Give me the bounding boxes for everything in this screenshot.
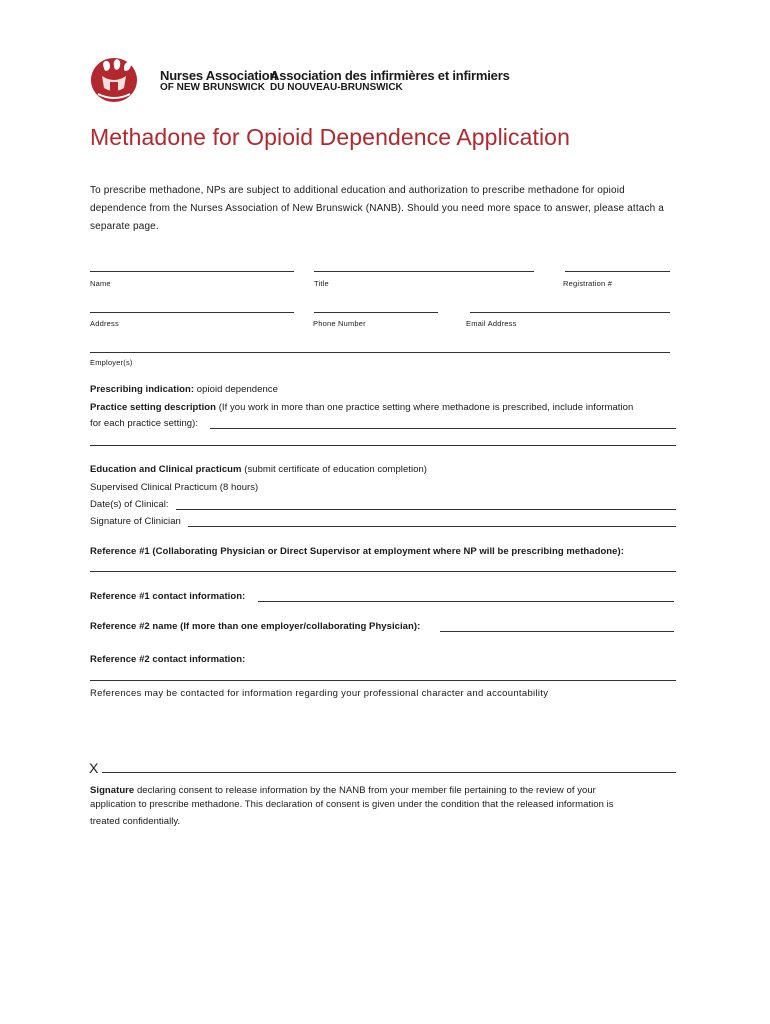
reference1-contact-label <box>90 591 245 602</box>
nanb-logo-icon <box>90 54 152 104</box>
name-label: Name <box>90 279 111 288</box>
references-note: References may be contacted for information regarding your professional character and accountability <box>90 688 549 699</box>
clinician-signature-label: Signature of Clinician <box>90 516 181 527</box>
reference1-contact-input-line[interactable] <box>258 601 674 602</box>
reference2-text: Reference #2 name (If more than one employer/collaborating Physician): <box>90 621 421 632</box>
org-name-en: Nurses Association <box>160 68 278 83</box>
address-label: Address <box>90 319 119 328</box>
signature-text3: treated confidentially. <box>90 816 181 827</box>
prescribing-value: opioid dependence <box>196 384 278 395</box>
registration-input-line[interactable] <box>565 271 670 272</box>
signature-label: Signature <box>90 785 135 796</box>
email-input-line[interactable] <box>470 312 670 313</box>
org-name-fr: Association des infirmières et infirmiers <box>270 68 510 83</box>
employers-input-line[interactable] <box>90 352 670 353</box>
reference1-contact-text: Reference #1 contact information: <box>90 591 246 602</box>
reference2-contact-text: Reference #2 contact information: <box>90 654 246 665</box>
title-input-line[interactable] <box>314 271 534 272</box>
practice-setting-line1 <box>90 402 680 413</box>
page-title: Methadone for Opioid Dependence Application <box>90 124 570 150</box>
signature-text1: declaring consent to release information by the NANB from your member file pertaining to the review of your <box>136 785 596 796</box>
dates-of-clinical-input-line[interactable] <box>176 509 676 510</box>
practice-input-line-2[interactable] <box>90 445 676 446</box>
reference1-input-line[interactable] <box>90 571 676 572</box>
reference2-contact-input-line[interactable] <box>90 680 676 681</box>
reference1-text: Reference #1 (Collaborating Physician or Direct Supervisor at employment where NP will be prescribing methadone): <box>90 546 624 557</box>
title-label: Title <box>314 279 329 288</box>
email-label: Email Address <box>466 319 517 328</box>
org-name-en-sub: OF NEW BRUNSWICK <box>160 82 265 93</box>
signature-x-mark: X <box>89 760 99 776</box>
signature-text2: application to prescribe methadone. This declaration of consent is given under the condition that the released information is <box>90 799 614 810</box>
address-input-line[interactable] <box>90 312 294 313</box>
clinician-signature-input-line[interactable] <box>188 526 676 527</box>
registration-label: Registration # <box>563 279 613 288</box>
org-name-fr-sub: DU NOUVEAU-BRUNSWICK <box>270 82 403 93</box>
practice-text1: (If you work in more than one practice setting where methadone is prescribed, include information <box>218 402 634 413</box>
signature-consent <box>90 782 680 799</box>
practice-label: Practice setting description <box>90 402 216 413</box>
name-input-line[interactable] <box>90 271 294 272</box>
prescribing-label: Prescribing indication: <box>90 384 195 395</box>
phone-input-line[interactable] <box>314 312 438 313</box>
signature-input-line[interactable] <box>102 772 676 773</box>
education-heading <box>90 464 427 475</box>
practice-input-line-1[interactable] <box>210 428 676 429</box>
reference2-input-line[interactable] <box>440 631 674 632</box>
reference2-label <box>90 621 420 632</box>
practice-text2: for each practice setting): <box>90 418 199 429</box>
education-note: (submit certificate of education completion) <box>244 464 428 475</box>
intro-paragraph: To prescribe methadone, NPs are subject to additional education and authorization to prescribe methadone for opioid dependence from the Nurses Association of New Brunswick (NANB). Should you need more space to answer, please attach a separate page. <box>90 185 664 232</box>
reference2-contact-label <box>90 654 245 665</box>
employers-label: Employer(s) <box>90 358 133 367</box>
education-label: Education and Clinical practicum <box>90 464 242 475</box>
supervised-practicum: Supervised Clinical Practicum (8 hours) <box>90 482 259 493</box>
reference1-label <box>90 546 624 557</box>
prescribing-indication <box>90 384 278 395</box>
dates-of-clinical-label: Date(s) of Clinical: <box>90 499 169 510</box>
phone-label: Phone Number <box>313 319 366 328</box>
